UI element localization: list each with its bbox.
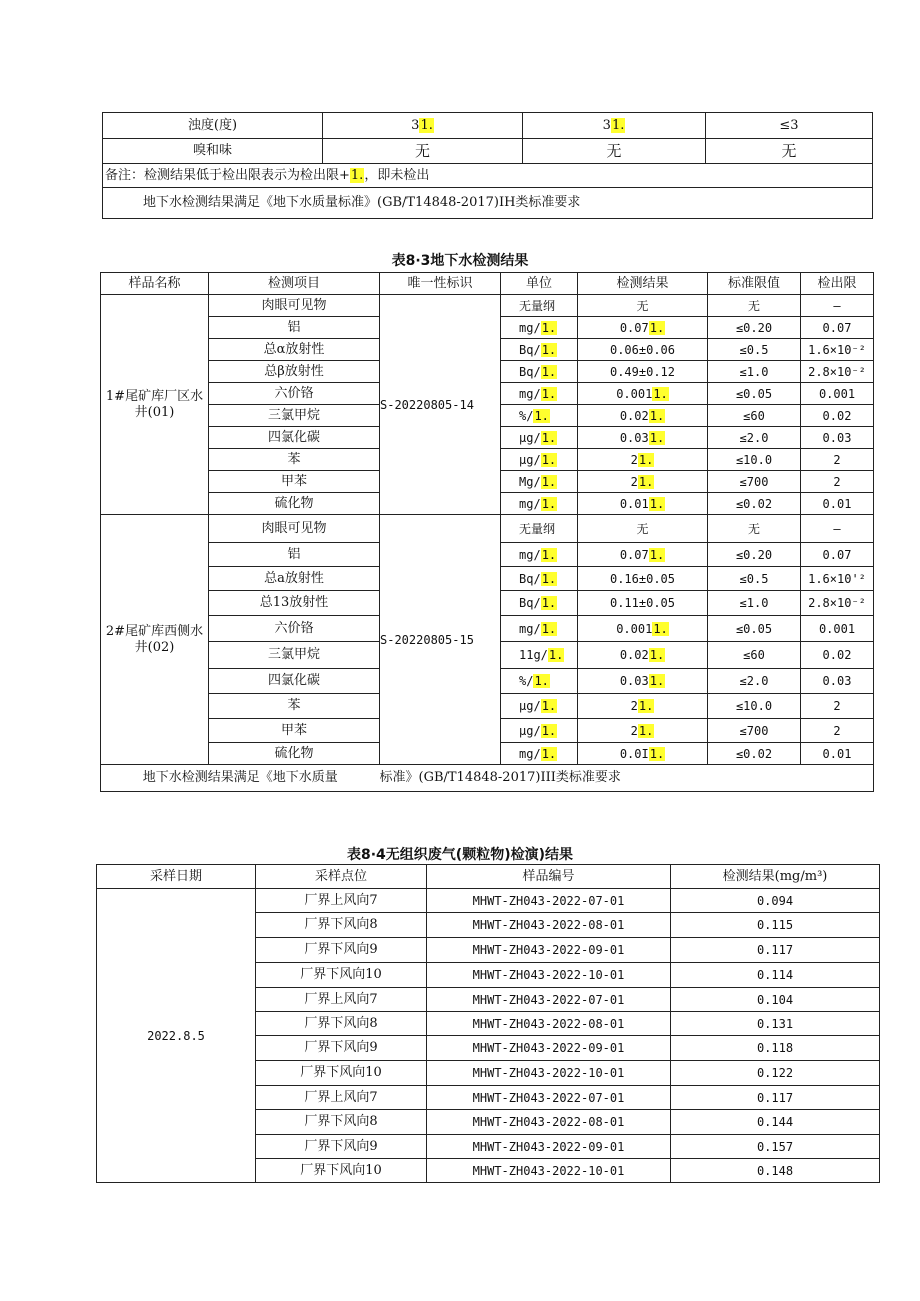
test-item-cell: 肉眼可见物 (209, 295, 380, 317)
result-cell: 0.0011. (578, 383, 708, 405)
sample-name-cell: 1#尾矿库厂区水井(01) (101, 295, 209, 515)
column-header: 标准限值 (708, 273, 801, 295)
column-header: 唯一性标识 (380, 273, 501, 295)
sampling-point-cell: 厂界上风向7 (256, 988, 427, 1012)
result-value-cell: 0.117 (671, 1086, 880, 1110)
unit-cell: μg/1. (501, 719, 578, 743)
sampling-point-cell: 厂界下风向8 (256, 1012, 427, 1036)
result-cell: 0.0011. (578, 616, 708, 642)
test-item-cell: 三氯甲烷 (209, 405, 380, 427)
test-item-cell: 四氯化碳 (209, 669, 380, 694)
standard-limit-cell: ≤0.20 (708, 317, 801, 339)
detection-limit-cell: 0.02 (801, 405, 874, 427)
footer-row (101, 765, 874, 792)
detection-limit-cell: 2 (801, 471, 874, 493)
standard-limit-cell: ≤0.05 (708, 383, 801, 405)
sample-id-cell: S-20220805-14 (380, 295, 501, 515)
result-cell: 0.06±0.06 (578, 339, 708, 361)
standard-limit-cell: ≤1.0 (708, 361, 801, 383)
detection-limit-cell: 0.001 (801, 383, 874, 405)
column-header: 采样点位 (256, 865, 427, 889)
detection-limit-cell: 2.8×10⁻² (801, 591, 874, 616)
test-item-cell: 硫化物 (209, 493, 380, 515)
standard-limit-cell: ≤700 (708, 471, 801, 493)
column-header: 采样日期 (97, 865, 256, 889)
unit-cell: Bq/1. (501, 591, 578, 616)
sample-code-cell: MHWT-ZH043-2022-07-01 (427, 889, 671, 913)
unit-cell: mg/1. (501, 317, 578, 339)
test-item-cell: 铝 (209, 543, 380, 567)
result-cell: 31. (323, 113, 523, 139)
sample-name-cell: 2#尾矿库西侧水井(02) (101, 515, 209, 765)
standard-limit-cell: ≤1.0 (708, 591, 801, 616)
standard-limit-cell: ≤0.5 (708, 567, 801, 591)
detection-limit-cell: 1.6×10⁻² (801, 339, 874, 361)
sampling-point-cell: 厂界下风向8 (256, 913, 427, 938)
standard-limit-cell: ≤10.0 (708, 694, 801, 719)
test-item-cell: 六价铬 (209, 616, 380, 642)
standard-limit-cell: 无 (708, 515, 801, 543)
standard-limit-cell: ≤700 (708, 719, 801, 743)
detection-limit-cell: 0.01 (801, 493, 874, 515)
standard-limit-cell: ≤2.0 (708, 427, 801, 449)
standard-limit-cell: ≤60 (708, 642, 801, 669)
sampling-point-cell: 厂界下风向10 (256, 1061, 427, 1086)
result-value-cell: 0.157 (671, 1135, 880, 1159)
column-header: 样品编号 (427, 865, 671, 889)
sample-code-cell: MHWT-ZH043-2022-10-01 (427, 963, 671, 988)
result-value-cell: 0.104 (671, 988, 880, 1012)
result-cell: 0.031. (578, 669, 708, 694)
detection-limit-cell: 2 (801, 719, 874, 743)
sample-code-cell: MHWT-ZH043-2022-07-01 (427, 1086, 671, 1110)
standard-limit-cell: ≤0.5 (708, 339, 801, 361)
header-row (97, 865, 880, 889)
standard-limit-cell: ≤0.02 (708, 493, 801, 515)
detection-limit-cell: 1.6×10'² (801, 567, 874, 591)
test-item-cell: 六价铬 (209, 383, 380, 405)
detection-limit-cell: 0.03 (801, 669, 874, 694)
table-row (103, 139, 873, 164)
test-item-cell: 肉眼可见物 (209, 515, 380, 543)
column-header: 样品名称 (101, 273, 209, 295)
detection-limit-cell: 0.07 (801, 317, 874, 339)
sample-code-cell: MHWT-ZH043-2022-07-01 (427, 988, 671, 1012)
standard-limit-cell: ≤2.0 (708, 669, 801, 694)
unit-cell: μg/1. (501, 694, 578, 719)
table-row (101, 295, 874, 317)
unit-cell: %/1. (501, 405, 578, 427)
table-row (101, 515, 874, 543)
result-cell: 21. (578, 694, 708, 719)
detection-limit-cell: 2 (801, 449, 874, 471)
result-value-cell: 0.131 (671, 1012, 880, 1036)
sampling-point-cell: 厂界下风向9 (256, 1135, 427, 1159)
result-cell: 无 (323, 139, 523, 164)
standard-limit-cell: ≤0.05 (708, 616, 801, 642)
result-cell: 0.16±0.05 (578, 567, 708, 591)
test-item-cell: 甲苯 (209, 719, 380, 743)
conclusion-cell: 地下水检测结果满足《地下水质量标准》(GB/T14848-2017)IH类标准要求 (103, 188, 873, 219)
result-cell: 0.031. (578, 427, 708, 449)
test-item-cell: 三氯甲烷 (209, 642, 380, 669)
result-value-cell: 0.115 (671, 913, 880, 938)
unit-cell: mg/1. (501, 383, 578, 405)
result-value-cell: 0.122 (671, 1061, 880, 1086)
sampling-point-cell: 厂界上风向7 (256, 889, 427, 913)
table-row (97, 889, 880, 913)
result-cell: 0.021. (578, 642, 708, 669)
result-value-cell: 0.144 (671, 1110, 880, 1135)
unit-cell: mg/1. (501, 743, 578, 765)
unit-cell: 11g/1. (501, 642, 578, 669)
detection-limit-cell: 0.01 (801, 743, 874, 765)
column-header: 单位 (501, 273, 578, 295)
detection-limit-cell: 2 (801, 694, 874, 719)
sample-code-cell: MHWT-ZH043-2022-09-01 (427, 1036, 671, 1061)
standard-limit-cell: ≤0.20 (708, 543, 801, 567)
sampling-point-cell: 厂界上风向7 (256, 1086, 427, 1110)
table-row (103, 113, 873, 139)
result-cell: 31. (523, 113, 706, 139)
detection-limit-cell: — (801, 295, 874, 317)
result-cell: 0.011. (578, 493, 708, 515)
unit-cell: 无量纲 (501, 295, 578, 317)
footer-conclusion-b: 标准》(GB/T14848-2017)III类标准要求 (380, 765, 874, 792)
sample-code-cell: MHWT-ZH043-2022-08-01 (427, 913, 671, 938)
unit-cell: %/1. (501, 669, 578, 694)
table-8-4-caption: 表8·4无组织废气(颗粒物)检演)结果 (347, 847, 573, 863)
detection-limit-cell: 0.03 (801, 427, 874, 449)
result-cell: 无 (578, 295, 708, 317)
detection-limit-cell: 2.8×10⁻² (801, 361, 874, 383)
column-header: 检出限 (801, 273, 874, 295)
sampling-date-cell: 2022.8.5 (97, 889, 256, 1183)
unit-cell: Bq/1. (501, 361, 578, 383)
conclusion-row (103, 188, 873, 219)
detection-limit-cell: 0.001 (801, 616, 874, 642)
test-item-cell: 总13放射性 (209, 591, 380, 616)
result-cell: 0.11±0.05 (578, 591, 708, 616)
test-item-cell: 苯 (209, 694, 380, 719)
test-item-cell: 总a放射性 (209, 567, 380, 591)
column-header: 检测结果 (578, 273, 708, 295)
column-header: 检测结果(mg/m³) (671, 865, 880, 889)
result-value-cell: 0.148 (671, 1159, 880, 1183)
unit-cell: mg/1. (501, 493, 578, 515)
item-cell: 浊度(度) (103, 113, 323, 139)
standard-limit-cell: 无 (708, 295, 801, 317)
unit-cell: μg/1. (501, 427, 578, 449)
unit-cell: μg/1. (501, 449, 578, 471)
sample-id-cell: S-20220805-15 (380, 515, 501, 765)
item-cell: 嗅和味 (103, 139, 323, 164)
test-item-cell: 硫化物 (209, 743, 380, 765)
result-cell: 0.0I1. (578, 743, 708, 765)
result-cell: 0.49±0.12 (578, 361, 708, 383)
test-item-cell: 总α放射性 (209, 339, 380, 361)
sampling-point-cell: 厂界下风向8 (256, 1110, 427, 1135)
unit-cell: Mg/1. (501, 471, 578, 493)
sample-code-cell: MHWT-ZH043-2022-08-01 (427, 1110, 671, 1135)
table-particulate-results (96, 864, 880, 1183)
sampling-point-cell: 厂界下风向10 (256, 1159, 427, 1183)
table-8-3-caption: 表8·3地下水检测结果 (391, 253, 529, 269)
test-item-cell: 甲苯 (209, 471, 380, 493)
sample-code-cell: MHWT-ZH043-2022-10-01 (427, 1061, 671, 1086)
standard-cell: 无 (706, 139, 873, 164)
test-item-cell: 总β放射性 (209, 361, 380, 383)
result-cell: 0.021. (578, 405, 708, 427)
result-value-cell: 0.114 (671, 963, 880, 988)
note-cell: 备注：检测结果低于检出限表示为检出限+1.，即未检出 (103, 164, 873, 188)
unit-cell: Bq/1. (501, 339, 578, 361)
standard-limit-cell: ≤10.0 (708, 449, 801, 471)
test-item-cell: 苯 (209, 449, 380, 471)
detection-limit-cell: 0.07 (801, 543, 874, 567)
result-cell: 21. (578, 449, 708, 471)
detection-limit-cell: 0.02 (801, 642, 874, 669)
unit-cell: mg/1. (501, 543, 578, 567)
standard-cell: ≤3 (706, 113, 873, 139)
result-value-cell: 0.118 (671, 1036, 880, 1061)
unit-cell: mg/1. (501, 616, 578, 642)
result-cell: 无 (523, 139, 706, 164)
note-row (103, 164, 873, 188)
table-groundwater-results (100, 272, 874, 792)
result-value-cell: 0.094 (671, 889, 880, 913)
sampling-point-cell: 厂界下风向9 (256, 1036, 427, 1061)
sample-code-cell: MHWT-ZH043-2022-09-01 (427, 1135, 671, 1159)
result-cell: 0.071. (578, 317, 708, 339)
unit-cell: Bq/1. (501, 567, 578, 591)
result-cell: 无 (578, 515, 708, 543)
standard-limit-cell: ≤60 (708, 405, 801, 427)
table-water-quality-continued (102, 112, 873, 219)
test-item-cell: 铝 (209, 317, 380, 339)
column-header: 检测项目 (209, 273, 380, 295)
header-row (101, 273, 874, 295)
sampling-point-cell: 厂界下风向9 (256, 938, 427, 963)
result-cell: 21. (578, 719, 708, 743)
detection-limit-cell: — (801, 515, 874, 543)
standard-limit-cell: ≤0.02 (708, 743, 801, 765)
result-cell: 21. (578, 471, 708, 493)
footer-conclusion-a: 地下水检测结果满足《地下水质量 (101, 765, 380, 792)
sample-code-cell: MHWT-ZH043-2022-08-01 (427, 1012, 671, 1036)
sample-code-cell: MHWT-ZH043-2022-10-01 (427, 1159, 671, 1183)
result-value-cell: 0.117 (671, 938, 880, 963)
sampling-point-cell: 厂界下风向10 (256, 963, 427, 988)
result-cell: 0.071. (578, 543, 708, 567)
test-item-cell: 四氯化碳 (209, 427, 380, 449)
unit-cell: 无量纲 (501, 515, 578, 543)
sample-code-cell: MHWT-ZH043-2022-09-01 (427, 938, 671, 963)
